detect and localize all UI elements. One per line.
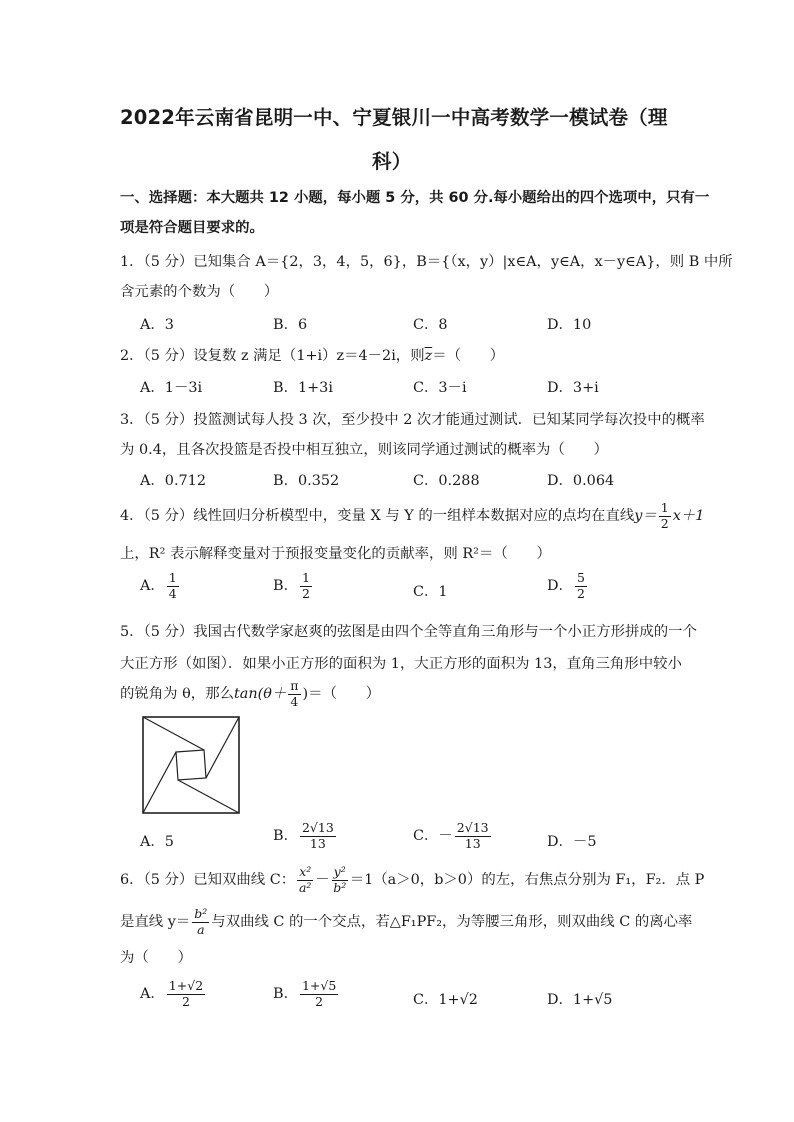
q5-option-c-den: 13	[464, 835, 481, 851]
q2-option-c: C．3－i	[413, 380, 467, 396]
q5-line3-text: 的锐角为 θ，那么	[120, 686, 234, 702]
q6-line1-a: 6．（5 分）已知双曲线 C：	[120, 872, 296, 888]
q6-a2: a²	[298, 879, 312, 895]
q2-option-a: A．1－3i	[140, 380, 203, 396]
q2-zbar: $\overline{z}$	[424, 348, 433, 364]
q5-option-c-num: 2√13	[456, 820, 489, 835]
q6-option-b-num: 1+√5	[301, 978, 337, 993]
q2-option-b: B．1+3i	[273, 380, 333, 396]
q4-option-a-label: A．	[140, 578, 165, 594]
q6-option-c: C．1+√2	[413, 992, 478, 1008]
page-title-line2: 科）	[372, 150, 412, 173]
q6-option-b-label: B．	[273, 986, 298, 1002]
q6-an: a	[197, 921, 205, 937]
q4-eq-num: 1	[660, 500, 669, 515]
q5-expr-a: tan(θ＋	[233, 686, 287, 702]
q5-pi-over-4	[288, 680, 300, 708]
q5-option-d: D．－5	[547, 834, 597, 850]
question-4-text	[120, 502, 704, 530]
q6-b2: b²	[333, 879, 347, 895]
q6-x2: x²	[299, 864, 312, 879]
question-2-text	[120, 344, 504, 365]
large-square	[143, 717, 239, 813]
triangle-line-1	[143, 717, 204, 750]
q6-line2-a: 是直线 y＝	[120, 914, 191, 930]
q5-option-b-num: 2√13	[301, 820, 334, 835]
question-3-line2: 为 0.4，且各次投篮是否投中相互独立，则该同学通过测试的概率为（ ）	[120, 438, 608, 459]
question-6-text-line2	[120, 908, 692, 936]
question-5-text: 5．（5 分）我国古代数学家赵爽的弦图是由四个全等直角三角形与一个小正方形拼成的一个	[120, 624, 697, 640]
q4-option-b-den: 2	[301, 585, 310, 601]
q6-minus: －	[315, 872, 330, 888]
question-1-text-line2: 含元素的个数为（ ）	[120, 284, 279, 300]
q6-option-a-den: 2	[182, 993, 190, 1009]
q4-option-d	[547, 572, 589, 600]
q4-option-b-num: 1	[301, 570, 310, 585]
q4-option-d-label: D．	[547, 578, 573, 594]
q4-option-c: C．1	[413, 584, 448, 600]
question-6-text-line3: 为（ ）	[120, 950, 192, 966]
question-4-text-line2: 上，R² 表示解释变量对于预报变量变化的贡献率，则 R²＝（ ）	[120, 546, 551, 562]
section-header: 一、选择题：本大题共 12 小题，每小题 5 分，共 60 分.每小题给出的四个选项中，只有一	[120, 190, 710, 206]
question-1-text: 1．（5 分）已知集合 A＝{2，3，4，5，6}，B＝{（x，y）|x∈A，y∈A，x－y∈A}，则 B 中所	[120, 254, 733, 270]
question-6-text	[120, 866, 704, 894]
q4-option-b-label: B．	[273, 578, 298, 594]
q5-option-c-label: C．－	[413, 828, 453, 844]
q4-eq-tail: x＋1	[672, 508, 705, 524]
q6-line2-b: 与双曲线 C 的一个交点，若△F₁PF₂，为等腰三角形，则双曲线 C 的离心率	[211, 914, 693, 930]
q4-option-b	[273, 572, 314, 600]
q6-option-a-label: A．	[140, 986, 165, 1002]
q6-option-a	[140, 980, 207, 1008]
q4-option-a-num: 1	[168, 570, 177, 585]
question-3-line1: 3．（5 分）投篮测试每人投 3 次，至少投中 2 次才能通过测试．已知某同学每次投中的概率	[120, 412, 705, 428]
q2-suffix: ＝（ ）	[432, 348, 505, 364]
section-header-line2: 项是符合题目要求的。	[120, 220, 264, 236]
q5-expr-b: )＝（ ）	[302, 686, 381, 702]
q5-pi: π	[290, 678, 299, 693]
q6-line1-b: ＝1（a＞0，b＞0）的左，右焦点分别为 F₁，F₂．点 P	[349, 872, 705, 888]
q2-option-d: D．3+i	[547, 380, 599, 396]
question-5-text-line2: 大正方形（如图）．如果小正方形的面积为 1，大正方形的面积为 13，直角三角形中较小	[120, 656, 682, 672]
question-5-text-line3	[120, 680, 380, 708]
q6-option-d: D．1+√5	[547, 992, 613, 1008]
q5-option-a: A．5	[140, 834, 174, 850]
q1-option-a: A．3	[140, 317, 174, 333]
q4-eq-den: 2	[660, 515, 669, 531]
q5-option-b-den: 13	[309, 835, 326, 851]
q4-eq-y: y＝	[634, 508, 657, 524]
q4-option-d-num: 5	[576, 570, 585, 585]
q3-option-a: A．0.712	[140, 473, 206, 489]
q4-option-a	[140, 572, 181, 600]
q1-option-d: D．10	[547, 317, 592, 333]
q3-option-c: C．0.288	[413, 473, 480, 489]
triangle-line-4	[143, 752, 176, 813]
q4-eq-fraction	[659, 502, 671, 530]
q5-4: 4	[290, 693, 299, 709]
q5-option-c	[413, 822, 493, 850]
q1-option-c: C．8	[413, 317, 448, 333]
q6-option-a-num: 1+√2	[168, 978, 204, 993]
triangle-line-2	[206, 717, 239, 778]
q6-option-b	[273, 980, 340, 1008]
page-title: 2022年云南省昆明一中、宁夏银川一中高考数学一模试卷（理	[120, 106, 668, 129]
small-square	[176, 750, 206, 780]
q4-text: 4．（5 分）线性回归分析模型中，变量 X 与 Y 的一组样本数据对应的点均在直线	[120, 508, 635, 524]
q3-option-d: D．0.064	[547, 473, 615, 489]
q5-option-b	[273, 822, 338, 850]
q6-option-b-den: 2	[315, 993, 324, 1009]
q4-option-a-den: 4	[168, 585, 177, 601]
q4-option-d-den: 2	[576, 585, 585, 601]
zhao-shuang-diagram	[142, 716, 240, 814]
triangle-line-3	[178, 780, 239, 813]
q6-b2n: b²	[194, 906, 208, 921]
q3-option-b: B．0.352	[273, 473, 340, 489]
q2-prefix: 2．（5 分）设复数 z 满足（1+i）z＝4－2i，则	[120, 348, 425, 364]
q1-option-b: B．6	[273, 317, 308, 333]
q5-option-b-label: B．	[273, 828, 298, 844]
q6-y2: y²	[333, 864, 346, 879]
